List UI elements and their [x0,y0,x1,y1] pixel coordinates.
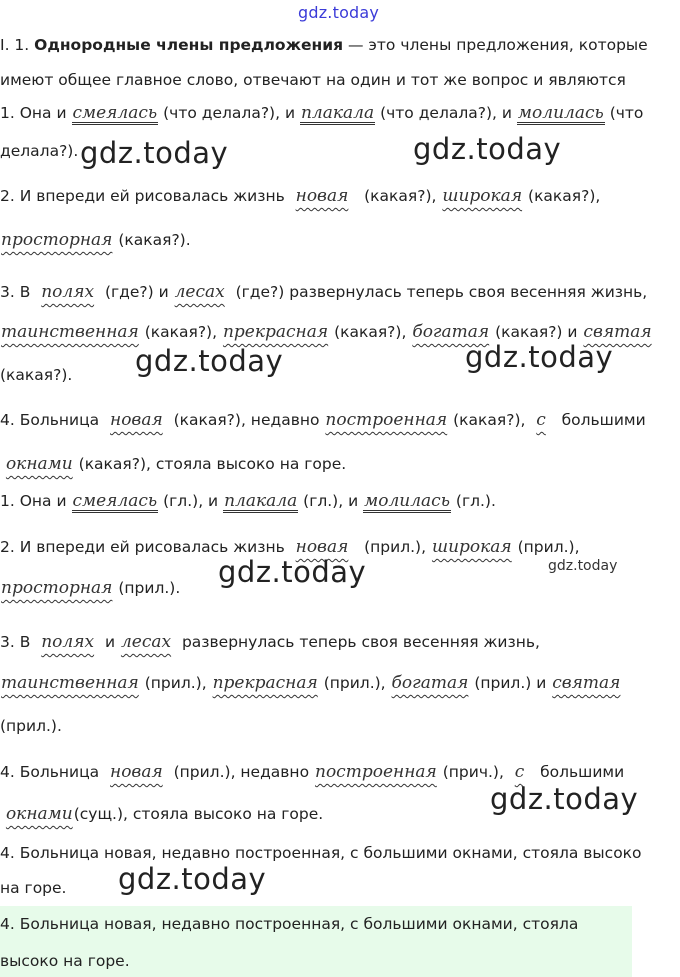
word-with: с [536,410,546,430]
word-new: новая [295,186,349,206]
intro-line-2: имеют общее главное слово, отвечают на один и тот же вопрос и являются [0,71,626,89]
watermark-top: gdz.today [298,3,380,22]
underlined-word: окнами [5,804,73,824]
word-laughed: смеялась [72,103,158,123]
pos-sentence-3-line-3: (прил.). [0,717,62,735]
word-windows: окнами [5,454,73,474]
word-spacious: просторная [1,230,113,250]
pos-sentence-3-line-2: таинственная (прил.), прекрасная (прил.), богатая (прил.) и святая [1,673,621,693]
q-sentence-4-line-2: окнами (какая?), стояла высоко на горе. [5,454,347,474]
word-forests: лесах [174,282,225,302]
word-cried: плакала [300,103,375,123]
pos-sentence-2-line-1: 2. И впереди ей рисовалась жизнь новая (прил.), широкая (прил.), [0,537,580,557]
word-built: построенная [325,410,448,430]
pos-sentence-2-line-2: просторная (прил.). [1,578,181,598]
watermark: gdz.today [80,136,229,170]
underlined-word: плакала [224,491,298,511]
underlined-word: молилась [364,491,450,511]
underlined-word: просторная [1,578,113,598]
underlined-word: богатая [391,673,469,693]
underlined-word: новая [110,762,163,782]
underlined-word: новая [295,537,349,557]
term-title: Однородные члены предложения [34,36,344,54]
word-rich: богатая [412,322,490,342]
final-line-1: 4. Больница новая, недавно построенная, с большими окнами, стояла высоко [0,844,642,862]
q-sentence-1-line-1: 1. Она и смеялась (что делала?), и плакала (что делала?), и молилась (что [0,103,644,123]
underlined-word: лесах [120,632,172,652]
word-fields: полях [41,282,95,302]
pos-sentence-1: 1. Она и смеялась (гл.), и плакала (гл.), и молилась (гл.). [0,491,496,511]
underlined-word: таинственная [1,673,139,693]
underlined-word: смеялась [72,491,158,511]
q-sentence-3-line-2: таинственная (какая?), прекрасная (какая?), богатая (какая?) и святая [1,322,652,342]
intro-line-1: I. 1. Однородные члены предложения — это члены предложения, которые [0,36,648,54]
watermark: gdz.today [118,862,267,896]
watermark: gdz.today [490,782,639,816]
word-wide: широкая [442,186,523,206]
underlined-word: святая [552,673,621,693]
word-holy: святая [583,322,652,342]
underlined-word: построенная [315,762,437,782]
underlined-word: с [514,762,525,782]
watermark-small: gdz.today [548,558,618,574]
word-prayed: молилась [517,103,604,123]
watermark: gdz.today [413,132,562,166]
q-sentence-2-line-2: просторная (какая?). [1,230,191,250]
watermark: gdz.today [465,340,614,374]
highlight-line-1: 4. Больница новая, недавно построенная, с большими окнами, стояла [0,915,579,933]
watermark: gdz.today [135,344,284,378]
pos-sentence-3-line-1: 3. В полях и лесах развернулась теперь своя весенняя жизнь, [0,632,540,652]
word-beautiful: прекрасная [222,322,329,342]
q-sentence-3-line-3: (какая?). [0,366,73,384]
q-sentence-4-line-1: 4. Больница новая (какая?), недавно построенная (какая?), с большими [0,410,646,430]
word-mysterious: таинственная [1,322,139,342]
pos-sentence-4-line-2: окнами(сущ.), стояла высоко на горе. [5,804,324,824]
pos-sentence-4-line-1: 4. Больница новая (прил.), недавно построенная (прич.), с большими [0,762,625,782]
final-line-2: на горе. [0,879,67,897]
underlined-word: прекрасная [212,673,318,693]
underlined-word: новая [110,410,163,430]
underlined-word: полях [41,632,95,652]
q-sentence-2-line-1: 2. И впереди ей рисовалась жизнь новая (какая?), широкая (какая?), [0,186,601,206]
highlight-line-2: высоко на горе. [0,952,130,970]
q-sentence-3-line-1: 3. В полях (где?) и лесах (где?) развернулась теперь своя весенняя жизнь, [0,282,648,302]
watermark: gdz.today [218,555,367,589]
q-sentence-1-line-2: делала?). [0,142,79,160]
underlined-word: широкая [431,537,512,557]
